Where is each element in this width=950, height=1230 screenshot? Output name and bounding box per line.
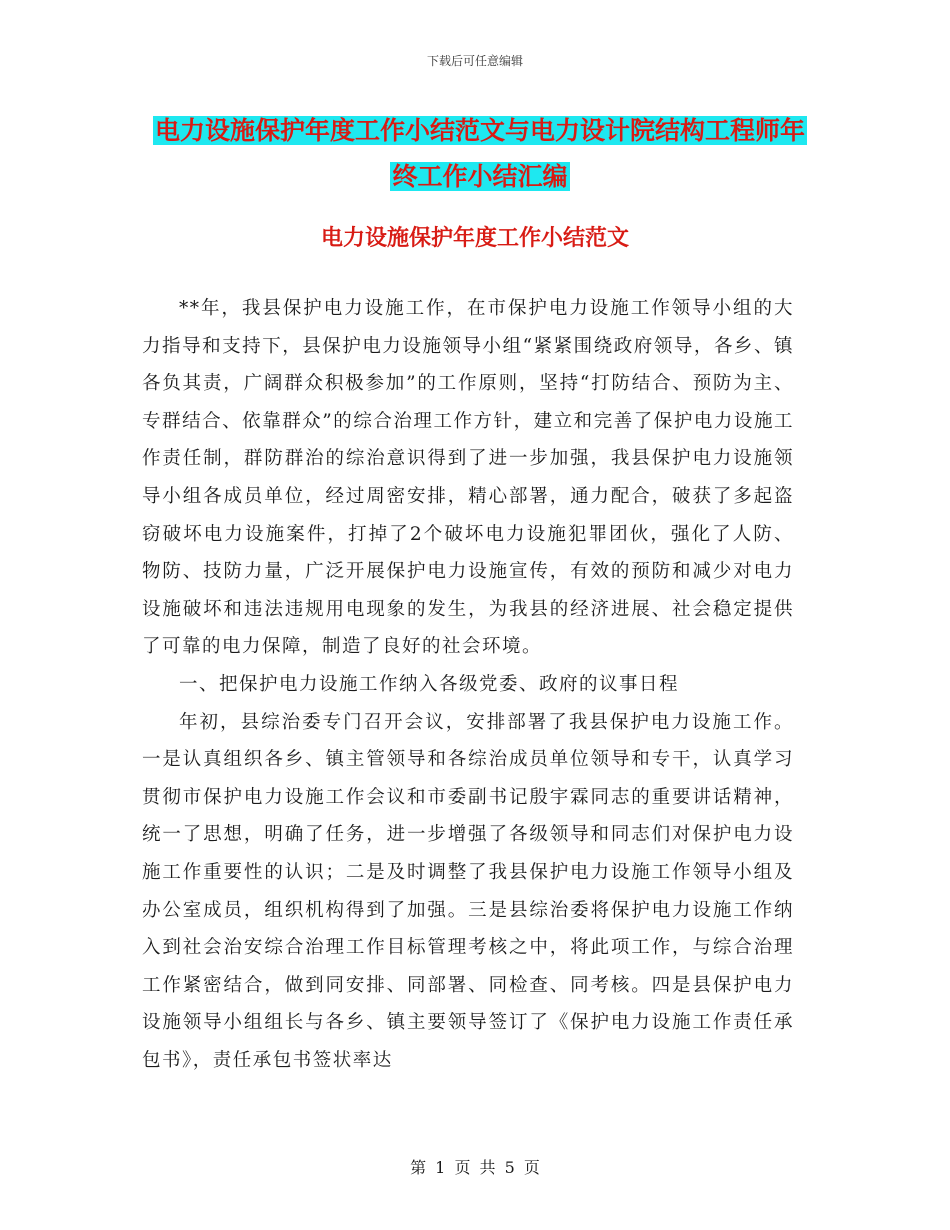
page-number: 第 1 页 共 5 页 xyxy=(410,1158,540,1177)
paragraph-intro: **年，我县保护电力设施工作，在市保护电力设施工作领导小组的大力指导和支持下，县保护电力设施领导小组“紧紧围绕政府领导，各乡、镇各负其责，广阔群众积极参加”的工作原则，坚持“打防结合、预防为主、专群结合、依靠群众”的综合治理工作方针，建立和完善了保护电力设施工作责任制，群防群治的综治意识得到了进一步加强，我县保护电力设施领导小组各成员单位，经过周密安排，精心部署，通力配合，破获了多起盗窃破坏电力设施案件，打掉了2个破坏电力设施犯罪团伙，强化了人防、物防、技防力量，广泛开展保护电力设施宣传，有效的预防和减少对电力设施破坏和违法违规用电现象的发生，为我县的经济进展、社会稳定提供了可靠的电力保障，制造了良好的社会环境。 xyxy=(142,298,794,658)
section-title: 电力设施保护年度工作小结范文 xyxy=(320,226,629,251)
header-note: 下载后可任意编辑 xyxy=(426,54,523,68)
document-title xyxy=(150,108,810,200)
document-title-highlight: 电力设施保护年度工作小结范文与电力设计院结构工程师年终工作小结汇编 xyxy=(154,116,805,191)
paragraph-heading-1: 一、把保护电力设施工作纳入各级党委、政府的议事日程 xyxy=(179,673,680,695)
body-text xyxy=(142,290,794,1079)
paragraph-work-details: 年初，县综治委专门召开会议，安排部署了我县保护电力设施工作。一是认真组织各乡、镇主管领导和各综治成员单位领导和专干，认真学习贯彻市保护电力设施工作会议和市委副书记殷宇霖同志的重要讲话精神，统一了思想，明确了任务，进一步增强了各级领导和同志们对保护电力设施工作重要性的认识；二是及时调整了我县保护电力设施工作领导小组及办公室成员，组织机构得到了加强。三是县综治委将保护电力设施工作纳入到社会治安综合治理工作目标管理考核之中，将此项工作，与综合治理工作紧密结合，做到同安排、同部署、同检查、同考核。四是县保护电力设施领导小组组长与各乡、镇主要领导签订了《保护电力设施工作责任承包书》，责任承包书签状率达 xyxy=(142,711,794,1071)
